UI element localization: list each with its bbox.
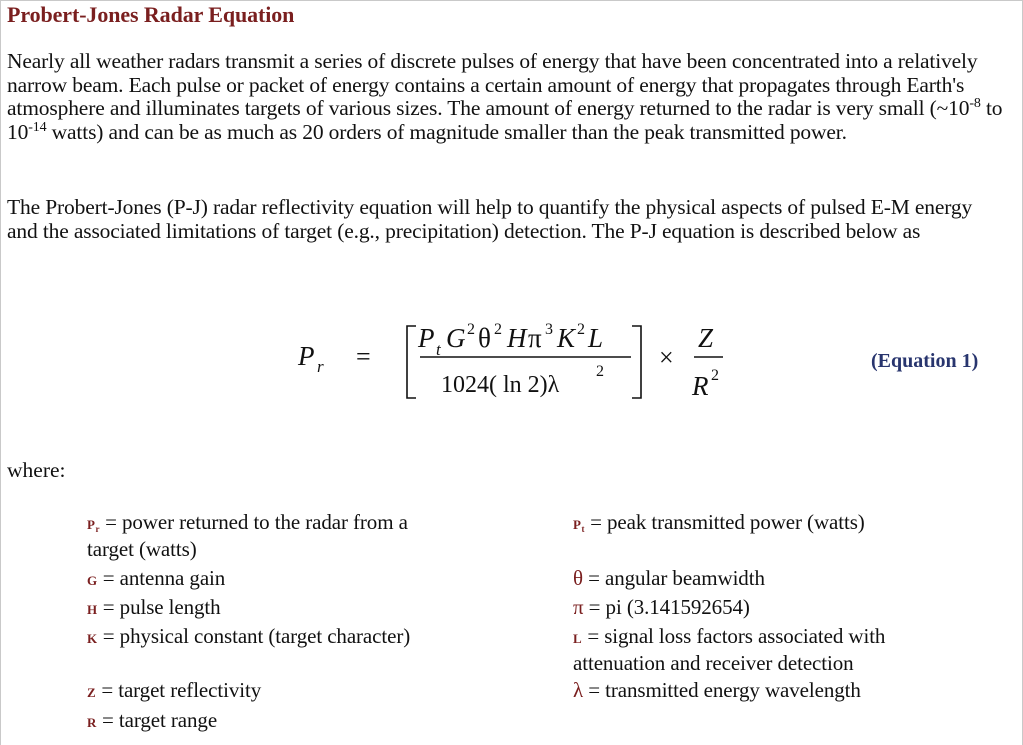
eq-denominator: 1024( ln 2)λ: [441, 372, 560, 398]
def-r: [87, 708, 217, 735]
exponent-2: -14: [28, 119, 47, 135]
exponent-1: -8: [969, 96, 981, 111]
def-theta-text: = angular beamwidth: [582, 566, 765, 590]
eq-frac-den: R: [692, 371, 709, 401]
def-h-text: = pulse length: [97, 595, 221, 619]
def-l: [573, 624, 885, 675]
def-h: [87, 595, 221, 622]
def-r-symbol: R: [87, 715, 97, 730]
def-g: [87, 566, 225, 593]
def-g-symbol: G: [87, 573, 98, 588]
def-k: [87, 624, 410, 651]
equation-label: (Equation 1): [871, 350, 979, 372]
left-bracket: [407, 326, 416, 398]
page-title: Probert-Jones Radar Equation: [7, 2, 295, 27]
intro-text-3: watts) and can be as much as 20 orders of magnitude smaller than the peak transmitted power.: [46, 119, 847, 144]
def-z: [87, 678, 261, 705]
def-g-text: = antenna gain: [97, 566, 226, 590]
svg-text:2: 2: [467, 321, 475, 338]
eq-frac-num: Z: [698, 323, 714, 353]
svg-text:G: G: [446, 323, 466, 353]
intro-paragraph: [7, 50, 1007, 144]
eq-numerator: [417, 321, 603, 359]
equation-graphic: [0, 310, 1023, 410]
def-k-symbol: K: [87, 631, 98, 646]
def-pt-symbol: $P_t$: [573, 517, 585, 534]
def-r-text: = target range: [96, 708, 218, 732]
def-lambda-symbol: λ: [573, 678, 584, 702]
right-bracket: [632, 326, 641, 398]
def-l-symbol: L: [573, 631, 583, 646]
def-h-symbol: H: [87, 602, 98, 617]
def-pr: [87, 510, 408, 561]
def-l-text: = signal loss factors associated with: [582, 624, 886, 648]
def-pr-text: = power returned to the radar from a: [99, 510, 408, 534]
def-lambda-text: = transmitted energy wavelength: [583, 678, 861, 702]
eq-lhs: P: [298, 341, 315, 371]
svg-text:H: H: [507, 323, 527, 353]
svg-text:L: L: [588, 323, 604, 353]
def-pi-symbol: π: [573, 595, 584, 619]
svg-text:2: 2: [494, 321, 502, 338]
eq-times: ×: [659, 343, 674, 372]
intro-text-1: Nearly all weather radars transmit a series of discrete pulses of energy that have been concentrated into a relatively narrow beam. Each pulse or packet of energy contains a certain amount of energy that propagates through Earth's atmosphere and illuminates targets of various sizes. The amount of energy returned to the radar is very small (~10: [7, 49, 978, 120]
eq-lhs-sub: r: [317, 357, 324, 376]
pj-description-paragraph: The Probert-Jones (P-J) radar reflectivity equation will help to quantify the physical aspects of pulsed E-M energy and the associated limitations of target (e.g., precipitation) detection. The P-J equation is described below as: [7, 195, 973, 243]
def-pr-symbol: $P_r$: [87, 517, 100, 534]
intro-text-2: to 10: [7, 96, 1003, 144]
eq-frac-den-exp: 2: [711, 367, 719, 384]
def-pt: [573, 510, 865, 537]
def-theta-symbol: θ: [573, 566, 583, 590]
svg-text:K: K: [557, 323, 576, 353]
where-label: where:: [7, 458, 66, 482]
svg-text:π: π: [528, 323, 542, 353]
def-z-text: = target reflectivity: [96, 678, 262, 702]
def-pr-text-2: target (watts): [87, 537, 197, 561]
def-k-text: = physical constant (target character): [97, 624, 411, 648]
radar-equation: [0, 310, 1023, 410]
def-theta: [573, 566, 765, 590]
svg-text:θ: θ: [478, 323, 491, 353]
eq-denominator-exp: 2: [596, 363, 604, 380]
svg-text:t: t: [436, 340, 441, 359]
eq-equals: =: [356, 342, 371, 371]
def-z-symbol: Z: [87, 685, 97, 700]
def-pi-text: = pi (3.141592654): [583, 595, 750, 619]
def-lambda: [573, 678, 861, 702]
def-l-text-2: attenuation and receiver detection: [573, 651, 854, 675]
svg-text:P: P: [418, 323, 435, 353]
def-pi: [573, 595, 750, 619]
svg-text:3: 3: [545, 321, 553, 338]
def-pt-text: = peak transmitted power (watts): [584, 510, 865, 534]
svg-text:2: 2: [577, 321, 585, 338]
